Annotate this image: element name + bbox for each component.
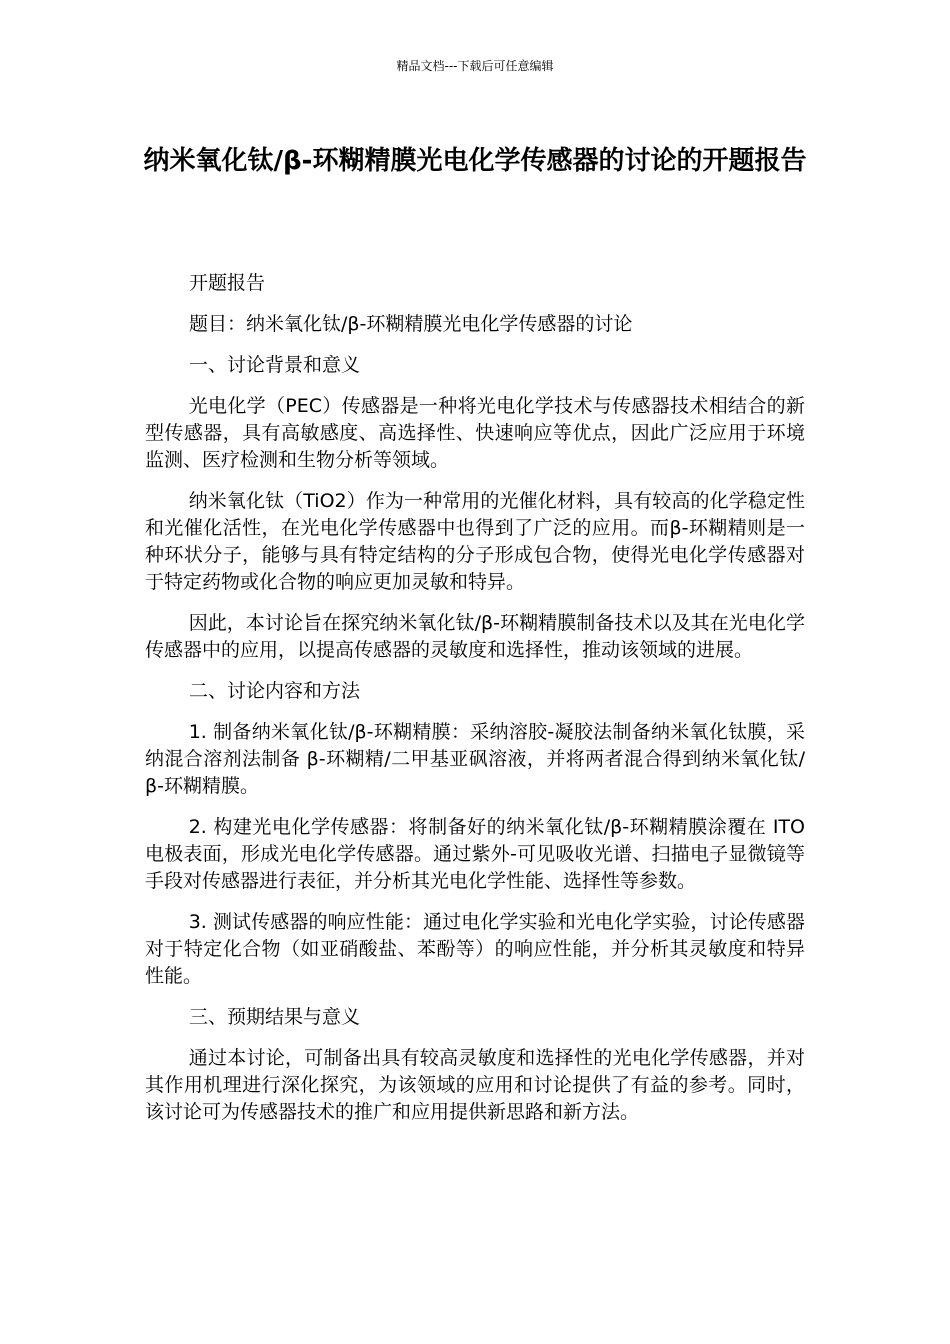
method-item-1: 1. 制备纳米氧化钛/β-环糊精膜：采纳溶胶-凝胶法制备纳米氧化钛膜，采纳混合溶剂法制备 β-环糊精/二甲基亚砜溶液，并将两者混合得到纳米氧化钛/β-环糊精膜。 [145,721,805,797]
paragraph-pec-intro: 光电化学（PEC）传感器是一种将光电化学技术与传感器技术相结合的新型传感器，具有高敏感度、高选择性、快速响应等优点，因此广泛应用于环境监测、医疗检测和生物分析等领域。 [145,395,805,471]
header-note: 精品文档---下载后可任意编辑 [396,59,554,73]
paragraph-purpose: 因此，本讨论旨在探究纳米氧化钛/β-环糊精膜制备技术以及其在光电化学传感器中的应用，以提高传感器的灵敏度和选择性，推动该领域的进展。 [145,612,805,661]
document-title: 纳米氧化钛/β-环糊精膜光电化学传感器的讨论的开题报告 [143,146,807,176]
section-heading-background: 一、讨论背景和意义 [189,354,361,376]
document-body [145,270,805,1140]
topic-line: 题目：纳米氧化钛/β-环糊精膜光电化学传感器的讨论 [189,313,633,335]
method-item-3: 3. 测试传感器的响应性能：通过电化学实验和光电化学实验，讨论传感器对于特定化合物（如亚硝酸盐、苯酚等）的响应性能，并分析其灵敏度和特异性能。 [145,911,805,987]
section-heading-results: 三、预期结果与意义 [189,1006,361,1028]
section-heading-methods: 二、讨论内容和方法 [189,680,361,702]
paragraph-tio2: 纳米氧化钛（TiO2）作为一种常用的光催化材料，具有较高的化学稳定性和光催化活性，在光电化学传感器中也得到了广泛的应用。而β-环糊精则是一种环状分子，能够与具有特定结构的分子形成包合物，使得光电化学传感器对于特定药物或化合物的响应更加灵敏和特异。 [145,490,805,593]
paragraph-expected-results: 通过本讨论，可制备出具有较高灵敏度和选择性的光电化学传感器，并对其作用机理进行深化探究，为该领域的应用和讨论提供了有益的参考。同时，该讨论可为传感器技术的推广和应用提供新思路和新方法。 [145,1047,805,1123]
report-label: 开题报告 [189,272,266,294]
method-item-2: 2. 构建光电化学传感器：将制备好的纳米氧化钛/β-环糊精膜涂覆在 ITO 电极表面，形成光电化学传感器。通过紫外-可见吸收光谱、扫描电子显微镜等手段对传感器进行表征，并分析其光电化学性能、选择性等参数。 [145,816,805,892]
